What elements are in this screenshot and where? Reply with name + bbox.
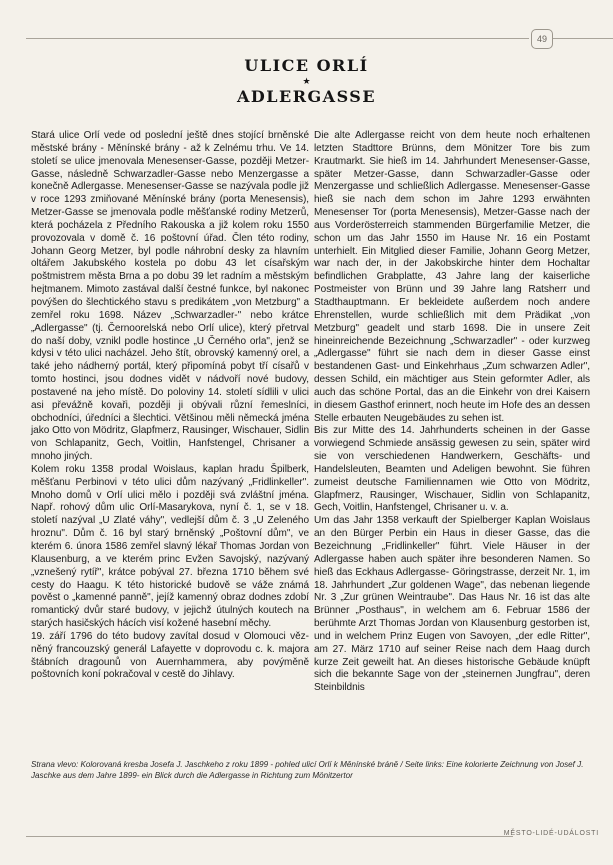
top-rule-right bbox=[553, 38, 613, 39]
title-czech: ULICE ORLÍ bbox=[244, 56, 369, 75]
title-german: ADLERGASSE bbox=[236, 87, 377, 106]
czech-paragraph: Stará ulice Orlí vede od poslední ještě dnes stojící brněnské městské brány - Měnínské brány - až k Zelnému trhu. Ve 14. století se ulice jmenovala Menesenser-Gasse, později Metzer-Gasse, následně Schwarzadler-Gasse nebo Menzergasse a konečně Adlergasse. Menesenser-Gasse se nazývala podle již v roce 1293 zmiňované Měnínské brány (porta Menesensis), Metzer-Gasse se jmenovala podle měšťanské rodiny Metzerů, která pocházela z Předního Rakouska a již kolem roku 1550 provozovala v domě č. 16 poštovní úřad. Člen této rodiny, Johann Georg Metzer, byl podle náhrobní desky za hlavním oltářem Jakubského kostela po dobu 43 let císařským poštmistrem města Brna a po dobu 39 let radním a městským hejtmanem. Mimoto zastával další čestné funkce, byl nakonec povýšen do šlechtického stavu s predikátem „von Metzburg" a zemřel roku 1698. Název „Schwarzadler-" nebo krátce „Adlergasse" (tj. Černoorelská nebo Orlí ulice), který přetrval do naší doby, vznikl podle hostince „U Černého orla", jenž se kdysi v této ulici nacházel. Jeho štít, obrovský kamenný orel, a také jeho nádherný portál, který připomíná pobyt tří císařů v tomto hostinci, jsou dodnes vidět v nádvoří nové budovy, postavené na jeho místě. Do poloviny 14. století sídlili v ulici asi převážně kovaři, později ji obývali různí řemeslníci, obchodníci, úředníci a šlechtici. Většinou měli německá jména jako Otto von Mödritz, Glapfmerz, Rausinger, Wischauer, Sidlin von Schlapanitz, Gech, Voitlin, Hanfstengel, Chrisaner a mnoho jiných. bbox=[31, 130, 309, 463]
page-number: 49 bbox=[531, 29, 553, 49]
czech-paragraph: 19. září 1796 do této budovy zavítal dosud v Olomouci vězněný francouzský generál Lafayette v doprovodu c. k. majora štábních dragounů von Auernhammera, aby povýměně poštovních koní pokračoval v cestě do Jihlavy. bbox=[31, 630, 309, 681]
bottom-rule bbox=[26, 836, 513, 837]
image-caption: Strana vlevo: Kolorovaná kresba Josefa J. Jaschkeho z roku 1899 - pohled ulicí Orlí k Měnínské bráně / Seite links: Eine kolorierte Zeichnung von Josef J. Jaschke aus dem Jahre 1899- ein Blick durch die Adlergasse in Richtung zum Mönitzertor bbox=[31, 760, 584, 780]
top-rule bbox=[26, 38, 529, 39]
czech-paragraph: Kolem roku 1358 prodal Woislaus, kaplan hradu Špilberk, měšťanu Perbinovi v této ulici dům nazývaný „Fridlinkeller". Mnoho domů v Orlí ulici mělo i později svá zvláštní jména. Např. rohový dům ulic Orlí-Masarykova, nyní č. 1, se v 18. století nazýval „U Zlaté váhy", vedlejší dům č. 3 „U Zeleného hroznu". Dům č. 16 byl starý brněnský „Poštovní dům", ve kterém 6. února 1586 zemřel slavný lékař Thomas Jordan von Klausenburg, a ve kterém princ Evžen Savojský, nazývaný „vznešený rytíř", krátce pobýval 27. března 1710 během své cesty do Haagu. K této historické budově se váže známá pověst o „kamenné panně", jejíž kamenný obraz dodnes zdobí romantický dvůr staré budovy, v jejichž útulných koutech na starých hasičských hácích visí kožené hasební měchy. bbox=[31, 463, 309, 630]
german-paragraph: Um das Jahr 1358 verkauft der Spielberger Kaplan Woislaus an den Bürger Perbin ein Haus in dieser Gasse, das die Bezeichnung „Fridlinkeller" führt. Viele Häuser in der Adlergasse haben auch später ihre besonderen Namen. So hieß das Eckhaus Adlergasse- Göringstrasse, derzeit Nr. 1, im 18. Jahrhundert „Zur goldenen Wage", das nebenan liegende Nr. 3 „Zur grünen Weintraube". Das Haus Nr. 16 ist das alte Brünner „Posthaus", in welchem am 6. Februar 1586 der berühmte Arzt Thomas Jordan von Klausenburg gestorben ist, und in welchem Prinz Eugen von Savoyen, „der edle Ritter", am 27. März 1710 auf seiner Reise nach dem Haag durch kurze Zeit geweilt hat. An dieses historische Gebäude knüpft sich die bekannte Sage von der „steinernen Jungfrau", deren Steinbildnis bbox=[314, 515, 590, 694]
title-block bbox=[0, 56, 613, 107]
footer-section-label: MĚSTO-LIDÉ-UDÁLOSTI bbox=[503, 830, 599, 837]
german-column bbox=[314, 130, 590, 695]
german-paragraph: Bis zur Mitte des 14. Jahrhunderts scheinen in der Gasse vorwiegend Schmiede ansässig gewesen zu sein, später wird sie von verschiedenen Handwerkern, Geschäfts- und Handelsleuten, Beamten und Adeligen bewohnt. Sie führen zumeist deutsche Familiennamen wie Otto von Mödritz, Glapfmerz, Rausinger, Wischauer, Sidlin von Schlapanitz, Gech, Voitlin, Hanfstengel, Chrisaner u. v. a. bbox=[314, 425, 590, 514]
star-ornament: ★ bbox=[302, 76, 311, 86]
german-paragraph: Die alte Adlergasse reicht von dem heute noch erhaltenen letzten Stadttore Brünns, dem Mönitzer Tore bis zum Krautmarkt. Sie hieß im 14. Jahrhundert Menesenser-Gasse, später Metzer-Gasse, dann Schwarzadler-Gasse oder Menzergasse und schließlich Adlergasse. Menesenser-Gasse hieß sie nach dem schon im Jahre 1293 erwähnten Menesenser Tor (porta Menesensis), Metzer-Gasse nach der aus Vorderösterreich stammenden Bürgerfamilie Metzer, die schon um das Jahr 1550 im Hause Nr. 16 ein Postamt unterhielt. Ein Mitglied dieser Familie, Johann Georg Metzer, war nach der, in der Jakobskirche hinter dem Hochaltar befindlichen Grabplatte, 43 Jahre lang der kaiserliche Postmeister von Brünn und 39 Jahre lang Ratsherr und Stadthauptmann. Er bekleidete außerdem noch andere Ehrenstellen, wurde schließlich mit dem Prädikat „von Metzburg" geadelt und starb 1698. Die in unsere Zeit hineinreichende Bezeichnung „Schwarzadler" - oder kurzweg „Adlergasse" führt sie nach dem in dieser Gasse einst bestandenen Gast- und Einkehrhaus „Zum schwarzen Adler", dessen Schild, ein mächtiger aus Stein geformter Adler, als auch das schöne Portal, das an die Einkehr von drei Kaisern in diesem Gasthof erinnert, noch heute im Hofe des an dessen Stelle erbauten Neugebäudes zu sehen ist. bbox=[314, 130, 590, 424]
czech-column bbox=[31, 130, 309, 682]
